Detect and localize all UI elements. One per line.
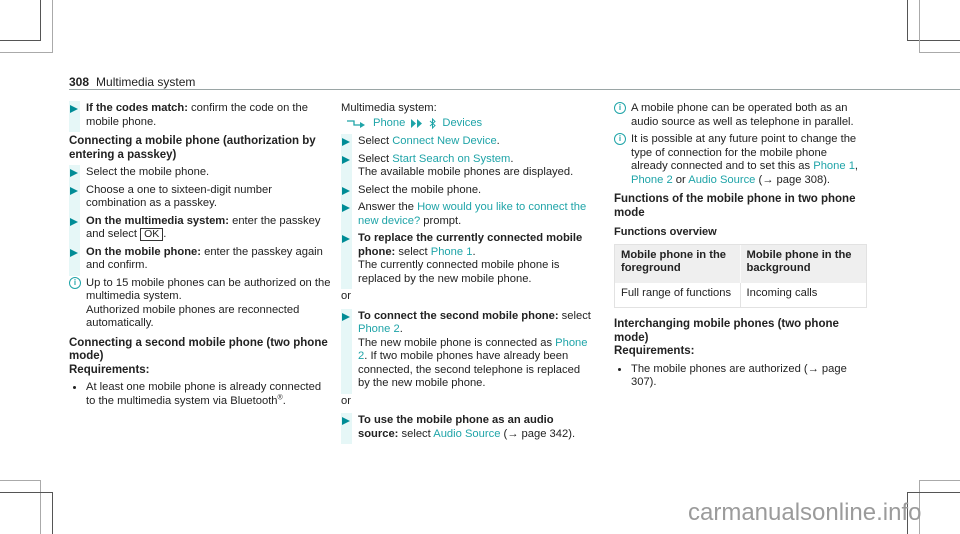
phone-2-link[interactable]: Phone 2	[358, 323, 400, 335]
step-arrow-icon	[70, 218, 78, 226]
step-connect-second: To connect the second mobile phone: select Phone 2. The new mobile phone is connected as Phone 2. If two mobile phones have already been connected, the second telephone is replaced by the new mobile phone.	[341, 310, 591, 391]
step-enter-passkey-system: On the multimedia system: enter the passkey and select OK .	[69, 215, 331, 242]
note-parallel: i A mobile phone can be operated both as an audio source as well as telephone in parallel.	[614, 102, 866, 129]
requirements-label: Requirements:	[614, 345, 695, 357]
audio-source-link[interactable]: Audio Source	[688, 173, 756, 186]
step-arrow-icon	[342, 235, 350, 243]
path-devices[interactable]: Devices	[442, 116, 483, 129]
menu-path	[341, 117, 591, 131]
step-choose-passkey: Choose a one to sixteen-digit number combination as a passkey.	[69, 184, 331, 211]
step-arrow-icon	[342, 187, 350, 195]
phone-2-link[interactable]: Phone 2	[631, 173, 673, 186]
step-select-phone: Select the mobile phone.	[69, 166, 331, 180]
bullet-icon	[618, 368, 621, 371]
step-arrow-icon	[342, 138, 350, 146]
step-connect-new-device: Select Connect New Device.	[341, 135, 591, 149]
note-change-connection: i It is possible at any future point to change the type of connection for the mobile phone already connected and to set this as Phone 1, Phone 2 or Audio Source (→ page 308).	[614, 133, 866, 187]
phone-1-link[interactable]: Phone 1	[430, 245, 473, 258]
functions-overview-label: Functions overview	[614, 226, 717, 238]
step-enter-passkey-phone: On the mobile phone: enter the passkey again and confirm.	[69, 246, 331, 273]
table-header-cell: Mobile phone in the background	[746, 248, 852, 274]
table-row	[615, 283, 866, 308]
step-arrow-icon	[70, 105, 78, 113]
step-answer-prompt: Answer the How would you like to connect the new device? prompt.	[341, 201, 591, 228]
requirements-label: Requirements:	[69, 363, 150, 376]
info-icon: i	[614, 133, 626, 145]
crop-mark-top-right-outer	[919, 0, 960, 53]
table-header-row	[615, 245, 866, 283]
heading-second-phone: Connecting a second mobile phone (two phone mode)	[69, 336, 328, 362]
double-chevron-icon	[411, 119, 423, 128]
crop-mark-top-left-outer	[0, 0, 53, 53]
step-arrow-icon	[70, 169, 78, 177]
step-arrow-icon	[342, 417, 350, 425]
table-header-cell: Mobile phone in the foreground	[615, 245, 741, 283]
step-arrow-icon	[70, 249, 78, 257]
step-start-search: Select Start Search on System. The available mobile phones are displayed.	[341, 153, 591, 180]
phone-1-link[interactable]: Phone 1	[813, 160, 855, 172]
requirement-item: The mobile phones are authorized (→ page 307).	[614, 363, 866, 390]
start-search-link[interactable]: Start Search on System	[392, 152, 511, 165]
column-middle	[341, 102, 591, 445]
page-header	[69, 76, 960, 90]
or-separator: or	[341, 394, 351, 407]
heading-functions: Functions of the mobile phone in two phone mode	[614, 193, 856, 219]
phone-2-result-link[interactable]: Phone 2	[358, 336, 588, 362]
step-audio-source: To use the mobile phone as an audio source: select Audio Source (→ page 342).	[341, 414, 591, 441]
step-replace-phone: To replace the currently connected mobile phone: select Phone 1. The currently connected mobile phone is replaced by the new mobile phone.	[341, 232, 591, 286]
step-codes-match: If the codes match: confirm the code on the mobile phone.	[69, 102, 331, 129]
menu-intro: Multimedia system:	[341, 102, 437, 114]
heading-interchange: Interchanging mobile phones (two phone mode)	[614, 318, 839, 344]
path-phone[interactable]: Phone	[373, 116, 406, 129]
bullet-icon	[73, 386, 76, 389]
connect-prompt-link[interactable]: How would you like to connect the new device?	[358, 201, 587, 227]
section-title: Multimedia system	[96, 75, 196, 89]
watermark: carmanualsonline.info	[688, 499, 922, 526]
note-authorized-phones: i Up to 15 mobile phones can be authorized on the multimedia system. Authorized mobile phones are reconnected automatically.	[69, 277, 331, 331]
step-arrow-icon	[70, 187, 78, 195]
bluetooth-icon	[429, 118, 436, 129]
info-icon: i	[614, 102, 626, 114]
info-icon: i	[69, 277, 81, 289]
audio-source-link[interactable]: Audio Source	[433, 427, 501, 440]
step-arrow-icon	[342, 204, 350, 212]
ok-button[interactable]: OK	[140, 228, 163, 241]
column-left	[69, 102, 331, 412]
connect-new-device-link[interactable]: Connect New Device	[392, 135, 497, 147]
crop-mark-bottom-left-inner	[0, 492, 53, 534]
requirement-item: At least one mobile phone is already connected to the multimedia system via Bluetooth®.	[69, 381, 331, 408]
heading-passkey: Connecting a mobile phone (authorization by entering a passkey)	[69, 135, 316, 161]
step-arrow-icon	[342, 156, 350, 164]
table-cell: Incoming calls	[746, 286, 818, 299]
path-start-arrow-icon	[347, 119, 367, 128]
step-arrow-icon	[342, 313, 350, 321]
page-number: 308	[69, 75, 90, 89]
table-cell: Full range of functions	[615, 283, 741, 308]
or-separator: or	[341, 290, 351, 302]
functions-table	[614, 244, 867, 309]
column-right	[614, 102, 866, 394]
step-select-mobile-phone: Select the mobile phone.	[341, 184, 591, 198]
